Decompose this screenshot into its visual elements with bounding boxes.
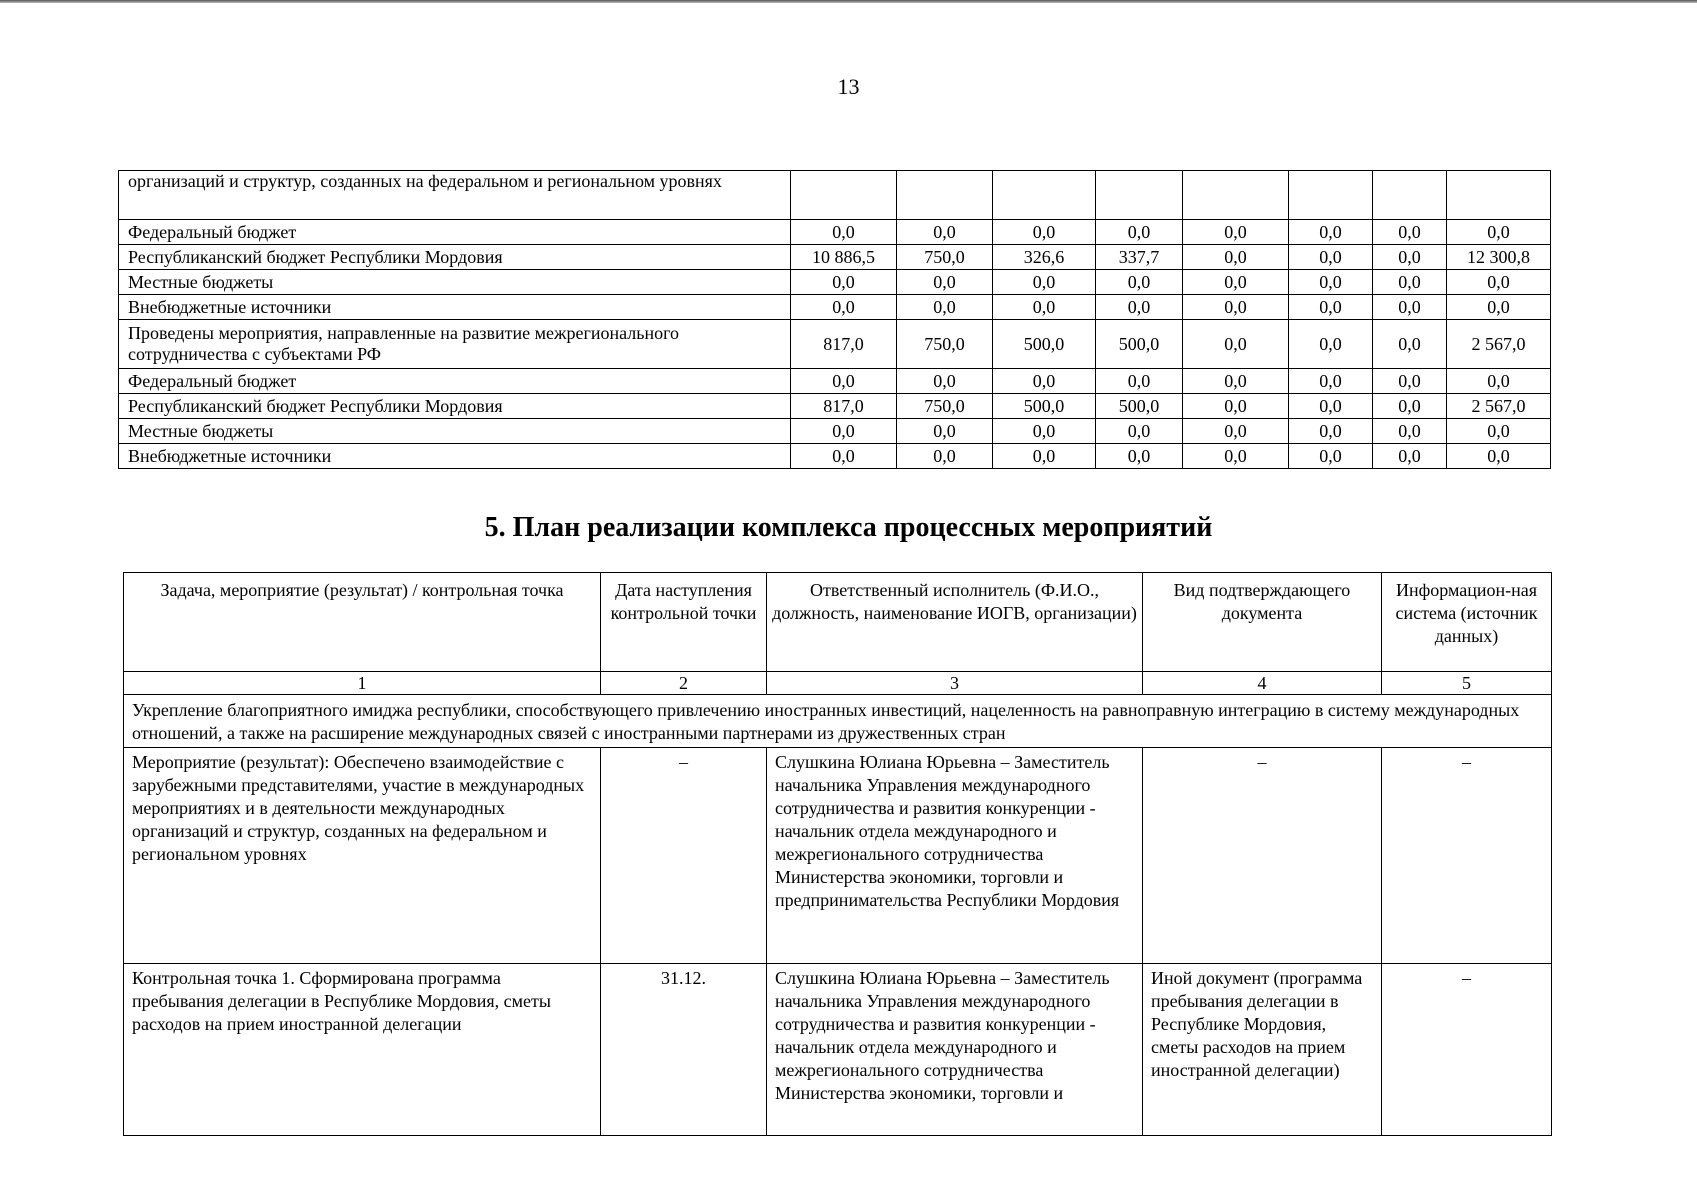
budget-value-cell: 0,0	[897, 295, 993, 320]
budget-value-cell: 0,0	[1183, 444, 1289, 469]
budget-value-cell: 0,0	[1183, 320, 1289, 369]
budget-value-cell: 0,0	[1289, 369, 1373, 394]
budget-value-cell: 326,6	[993, 245, 1096, 270]
budget-row-label: Федеральный бюджет	[119, 220, 791, 245]
budget-value-cell: 817,0	[791, 320, 897, 369]
budget-value-cell: 0,0	[1373, 419, 1447, 444]
budget-value-cell: 0,0	[993, 270, 1096, 295]
budget-value-cell: 0,0	[1289, 394, 1373, 419]
budget-value-cell: 0,0	[1447, 369, 1551, 394]
budget-value-cell: 500,0	[993, 320, 1096, 369]
budget-value-cell: 750,0	[897, 394, 993, 419]
budget-row	[119, 220, 1551, 245]
budget-row-label: Республиканский бюджет Республики Мордовия	[119, 245, 791, 270]
budget-value-cell: 500,0	[1096, 320, 1183, 369]
budget-value-cell	[1289, 171, 1373, 220]
document-cell: Иной документ (программа пребывания делегации в Республике Мордовия, сметы расходов на прием иностранной делегации)	[1143, 964, 1382, 1136]
budget-value-cell: 0,0	[897, 419, 993, 444]
budget-value-cell	[897, 171, 993, 220]
budget-value-cell: 0,0	[1289, 220, 1373, 245]
budget-row	[119, 394, 1551, 419]
budget-value-cell: 12 300,8	[1447, 245, 1551, 270]
budget-value-cell: 0,0	[1373, 320, 1447, 369]
budget-value-cell: 0,0	[1096, 270, 1183, 295]
budget-value-cell: 0,0	[993, 419, 1096, 444]
budget-value-cell: 0,0	[1373, 394, 1447, 419]
budget-row-label: Проведены мероприятия, направленные на развитие межрегионального сотрудничества с субъектами РФ	[119, 320, 791, 369]
system-cell: –	[1382, 748, 1552, 964]
budget-row	[119, 295, 1551, 320]
budget-value-cell: 0,0	[1447, 419, 1551, 444]
budget-value-cell: 0,0	[1096, 295, 1183, 320]
header-executor: Ответственный исполнитель (Ф.И.О., должность, наименование ИОГВ, организации)	[767, 573, 1143, 672]
document-cell: –	[1143, 748, 1382, 964]
task-row	[124, 695, 1552, 748]
budget-row-label: Местные бюджеты	[119, 419, 791, 444]
budget-value-cell: 0,0	[1183, 394, 1289, 419]
budget-value-cell: 0,0	[1289, 419, 1373, 444]
budget-value-cell: 0,0	[897, 270, 993, 295]
budget-value-cell: 0,0	[1183, 270, 1289, 295]
page-top-edge	[0, 0, 1697, 3]
budget-value-cell: 0,0	[1447, 444, 1551, 469]
budget-value-cell: 0,0	[1183, 245, 1289, 270]
budget-value-cell: 0,0	[1183, 419, 1289, 444]
plan-header-row	[124, 573, 1552, 672]
task-cell: Укрепление благоприятного имиджа республики, способствующего привлечению иностранных инвестиций, нацеленность на равноправную интеграцию в систему международных отношений, а также на расширение международных связей с иностранными партнерами из дружественных стран	[124, 695, 1552, 748]
index-cell: 5	[1382, 672, 1552, 695]
budget-value-cell: 337,7	[1096, 245, 1183, 270]
index-cell: 2	[601, 672, 767, 695]
budget-row-label: Внебюджетные источники	[119, 444, 791, 469]
plan-table	[123, 572, 1552, 1136]
budget-value-cell: 0,0	[791, 369, 897, 394]
budget-row-label: Местные бюджеты	[119, 270, 791, 295]
budget-value-cell: 0,0	[993, 444, 1096, 469]
budget-value-cell: 0,0	[1447, 270, 1551, 295]
index-cell: 4	[1143, 672, 1382, 695]
page-number: 13	[837, 74, 860, 99]
budget-value-cell: 2 567,0	[1447, 320, 1551, 369]
budget-value-cell: 0,0	[1373, 444, 1447, 469]
budget-value-cell: 500,0	[993, 394, 1096, 419]
budget-value-cell: 0,0	[1096, 419, 1183, 444]
budget-value-cell: 0,0	[1447, 220, 1551, 245]
budget-value-cell: 0,0	[1373, 270, 1447, 295]
budget-value-cell: 500,0	[1096, 394, 1183, 419]
budget-value-cell: 0,0	[1289, 444, 1373, 469]
budget-value-cell: 10 886,5	[791, 245, 897, 270]
budget-value-cell: 0,0	[1183, 220, 1289, 245]
budget-value-cell: 0,0	[993, 295, 1096, 320]
plan-row	[124, 964, 1552, 1136]
budget-value-cell	[1447, 171, 1551, 220]
header-system: Информацион-ная система (источник данных)	[1382, 573, 1552, 672]
index-cell: 3	[767, 672, 1143, 695]
plan-row	[124, 748, 1552, 964]
budget-value-cell: 0,0	[897, 220, 993, 245]
budget-value-cell: 0,0	[791, 220, 897, 245]
budget-value-cell: 0,0	[1289, 320, 1373, 369]
budget-value-cell: 0,0	[897, 444, 993, 469]
budget-row	[119, 444, 1551, 469]
budget-row	[119, 171, 1551, 220]
section-title: 5. План реализации комплекса процессных мероприятий	[484, 512, 1213, 543]
budget-value-cell: 0,0	[791, 295, 897, 320]
budget-row	[119, 419, 1551, 444]
budget-value-cell: 0,0	[1289, 295, 1373, 320]
budget-row	[119, 245, 1551, 270]
budget-value-cell: 0,0	[1373, 245, 1447, 270]
budget-value-cell: 750,0	[897, 320, 993, 369]
index-cell: 1	[124, 672, 601, 695]
header-document: Вид подтверждающего документа	[1143, 573, 1382, 672]
budget-row-label: Федеральный бюджет	[119, 369, 791, 394]
budget-value-cell	[993, 171, 1096, 220]
budget-value-cell: 0,0	[1289, 245, 1373, 270]
budget-value-cell: 2 567,0	[1447, 394, 1551, 419]
plan-index-row	[124, 672, 1552, 695]
budget-value-cell: 0,0	[1373, 295, 1447, 320]
budget-value-cell: 0,0	[1183, 295, 1289, 320]
budget-value-cell: 0,0	[1096, 444, 1183, 469]
budget-value-cell	[1096, 171, 1183, 220]
event-cell: Контрольная точка 1. Сформирована программа пребывания делегации в Республике Мордовия, сметы расходов на прием иностранной делегации	[124, 964, 601, 1136]
budget-row	[119, 320, 1551, 369]
header-date: Дата наступления контрольной точки	[601, 573, 767, 672]
budget-value-cell	[1183, 171, 1289, 220]
budget-value-cell: 0,0	[1289, 270, 1373, 295]
budget-value-cell: 0,0	[1373, 369, 1447, 394]
budget-value-cell: 0,0	[897, 369, 993, 394]
budget-value-cell: 0,0	[791, 444, 897, 469]
budget-value-cell: 0,0	[1096, 220, 1183, 245]
budget-value-cell: 0,0	[1373, 220, 1447, 245]
date-cell: 31.12.	[601, 964, 767, 1136]
budget-table	[118, 170, 1551, 469]
date-cell: –	[601, 748, 767, 964]
budget-row-label: Внебюджетные источники	[119, 295, 791, 320]
budget-value-cell: 0,0	[791, 419, 897, 444]
event-cell: Мероприятие (результат): Обеспечено взаимодействие с зарубежными представителями, участие в международных мероприятиях и в деятельности международных организаций и структур, созданных на федеральном и региональном уровнях	[124, 748, 601, 964]
budget-row-label: организаций и структур, созданных на федеральном и региональном уровнях	[119, 171, 791, 220]
budget-row	[119, 270, 1551, 295]
system-cell: –	[1382, 964, 1552, 1136]
executor-cell: Слушкина Юлиана Юрьевна – Заместитель начальника Управления международного сотрудничества и развития конкуренции - начальник отдела международного и межрегионального сотрудничества Министерства экономики, торговли и	[767, 964, 1143, 1136]
budget-row	[119, 369, 1551, 394]
budget-value-cell	[1373, 171, 1447, 220]
executor-cell: Слушкина Юлиана Юрьевна – Заместитель начальника Управления международного сотрудничества и развития конкуренции - начальник отдела международного и межрегионального сотрудничества Министерства экономики, торговли и предпринимательства Республики Мордовия	[767, 748, 1143, 964]
budget-value-cell: 0,0	[1096, 369, 1183, 394]
budget-value-cell: 0,0	[791, 270, 897, 295]
budget-row-label: Республиканский бюджет Республики Мордовия	[119, 394, 791, 419]
budget-value-cell: 750,0	[897, 245, 993, 270]
budget-value-cell: 0,0	[1183, 369, 1289, 394]
budget-value-cell: 817,0	[791, 394, 897, 419]
budget-value-cell: 0,0	[993, 220, 1096, 245]
budget-value-cell	[791, 171, 897, 220]
header-task: Задача, мероприятие (результат) / контрольная точка	[124, 573, 601, 672]
budget-value-cell: 0,0	[1447, 295, 1551, 320]
budget-value-cell: 0,0	[993, 369, 1096, 394]
